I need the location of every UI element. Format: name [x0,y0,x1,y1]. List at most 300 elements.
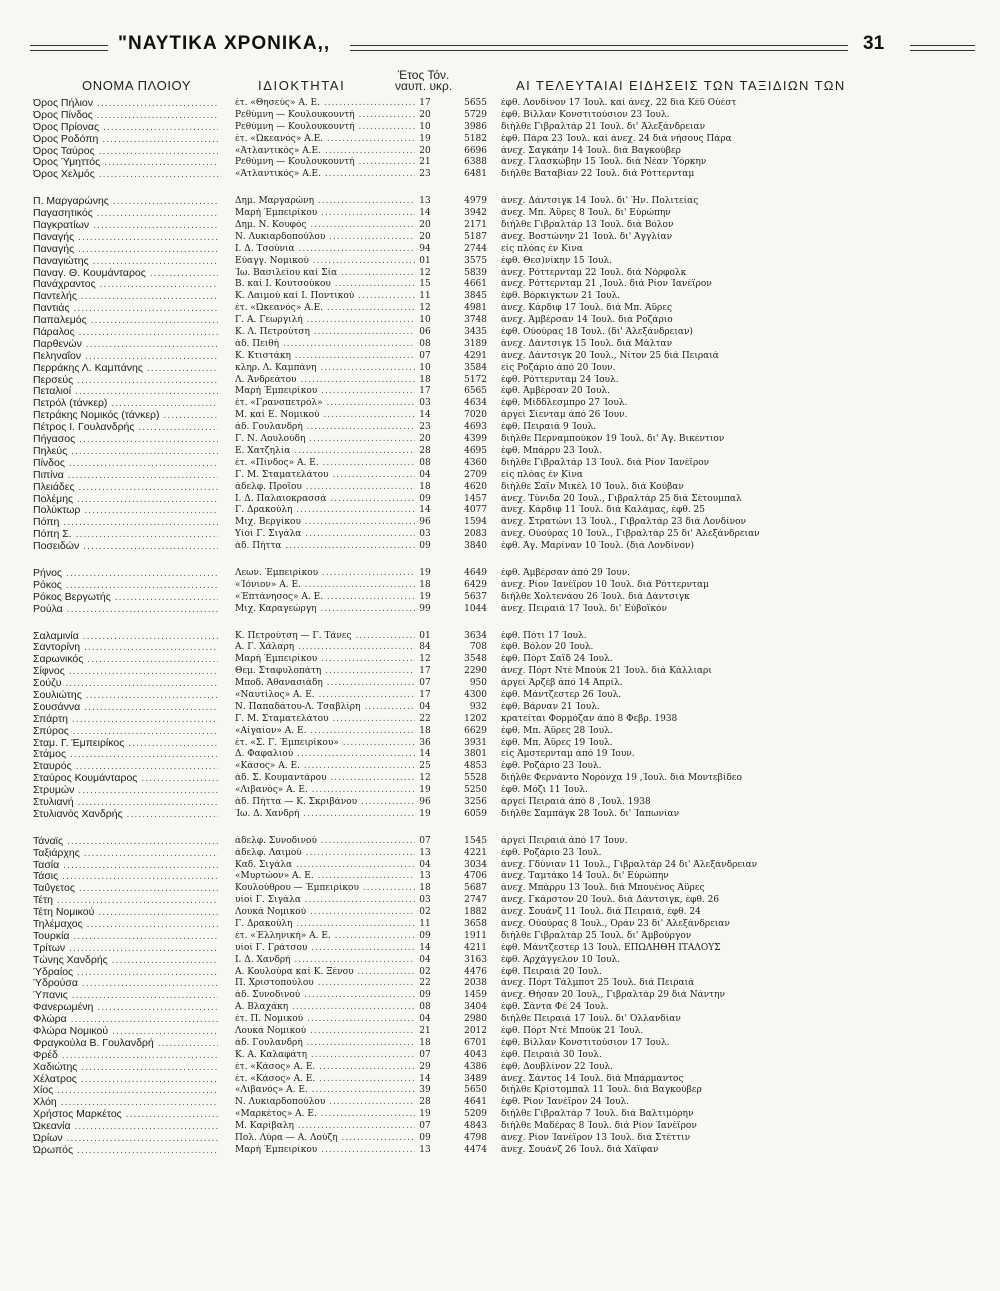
build-year: 96 [419,517,431,528]
ship-name: Φρέδ ..... [33,1050,218,1062]
table-row [33,738,978,750]
table-row [33,1038,978,1050]
tonnage: 5182 [464,133,487,144]
latest-news: άνεχ. Ούούρας 10 Ίουλ., Γιβραλτάρ 25 δι' Άλεξάνδρειαν [501,529,760,540]
ship-name: Παναγής ..... [33,232,218,244]
tonnage: 3548 [464,654,487,665]
journal-title: "ΝΑΥΤΙΚΑ ΧΡΟΝΙΚΑ,, [118,33,331,54]
table-row [33,654,978,666]
owner: Ρεθύμνη — Κουλουκουντή ..... [235,122,415,134]
owner: άδ. Σ. Κουμαντάρου ..... [235,773,415,785]
tonnage: 6481 [464,169,487,180]
tonnage: 7020 [464,410,487,421]
ship-name: Χαδιώτης ..... [33,1062,218,1074]
owner: άδ. Γουλανδρή ..... [235,1038,415,1050]
tonnage: 4853 [464,761,487,772]
ship-name: Χλόη ..... [33,1097,218,1109]
latest-news: άνεχ. Ρίον Ίανέϊρον 13 Ίουλ. διά Στέττιν [501,1133,691,1144]
build-year: 36 [419,737,431,748]
tonnage: 4291 [464,350,487,361]
latest-news: άνεχ. Μπ. Άϋρες 8 Ίουλ. δι' Εύρώπην [501,208,671,219]
tonnage: 2038 [464,978,487,989]
tonnage: 4634 [464,398,487,409]
owner: Μ. Καρίβαλη ..... [235,1121,415,1133]
owner: Δ. Φαφαλιού ..... [235,749,415,761]
owner: Λουκά Νομικού ..... [235,1026,415,1038]
ship-name: Ύδραίος ..... [33,967,218,979]
ship-name: Ρόκος Βεργωτής ..... [33,592,218,604]
build-year: 94 [419,243,431,254]
build-year: 19 [419,567,431,578]
ship-name: Σπάρτη ..... [33,714,218,726]
latest-news: άνεχ. Θήσαν 20 Ίουλ,, Γιβραλτάρ 29 διά Νάντην [501,990,725,1001]
latest-news: έφθ. Πάρα 23 Ίουλ. καί άνεχ. 24 διά νήσους Πάρα [501,133,732,144]
table-row [33,169,978,181]
owner: Ν. Παπαδάτου-Λ. Τσαβλίρη ..... [235,702,415,714]
ship-name: Φραγκούλα Β. Γουλανδρή ..... [33,1038,218,1050]
build-year: 19 [419,1109,431,1120]
latest-news: διήλθε Σαϊν Μικέλ 10 Ίουλ. διά Κούβαν [501,481,684,492]
ship-name: Περράκης Λ. Καμπάνης ..... [33,363,218,375]
table-row [33,690,978,702]
ship-name: Πεταλιοί ..... [33,386,218,398]
build-year: 20 [419,109,431,120]
ship-name: Όρος Πήλιον ..... [33,98,218,110]
table-row [33,422,978,434]
latest-news: διήλθε Γιβραλτάρ 13 Ίουλ. διά Βόλον [501,220,674,231]
owner: Β. καί Ι. Κουτσούκου ..... [235,279,415,291]
owner: Κ. Κτιστάκη ..... [235,351,415,363]
table-row [33,386,978,398]
latest-news: άνεχ. Τύνιδα 20 Ίουλ., Γιβραλτάρ 25 διά Σέτουμπαλ [501,493,742,504]
table-row [33,146,978,158]
latest-news: έφθ. Μάντζεστερ 13 Ίουλ. ΕΠΩΛΗΘΗ ΙΤΑΛΟΥΣ [501,942,721,953]
build-year: 18 [419,883,431,894]
ship-name: Παρθενών ..... [33,339,218,351]
latest-news: έφθ. Ούούρας 18 Ίουλ. (δι' Άλεξάνδρειαν) [501,327,693,338]
ship-name: Σούζυ ..... [33,678,218,690]
ship-group [33,568,978,616]
ship-name: Τουρκία ..... [33,931,218,943]
owner: «Λιβανός» Α. Ε. ..... [235,785,415,797]
table-row [33,458,978,470]
build-year: 14 [419,505,431,516]
owner: Ίω. Βασιλείου καί Σία ..... [235,268,415,280]
latest-news: έφθ. Μίδδλεσμπρο 27 Ίουλ. [501,398,628,409]
owner: Κ. Πετρούτση — Γ. Τάνες ..... [235,631,415,643]
build-year: 06 [419,327,431,338]
build-year: 13 [419,871,431,882]
table-row [33,410,978,422]
ship-name: Σαλαμινία ..... [33,631,218,643]
build-year: 19 [419,133,431,144]
tonnage: 4043 [464,1049,487,1060]
tonnage: 6388 [464,157,487,168]
build-year: 12 [419,773,431,784]
ship-name: Ποσειδών ..... [33,541,218,553]
table-row [33,220,978,232]
ship-name: Στάμος ..... [33,749,218,761]
ship-name: Τηλέμαχος ..... [33,919,218,931]
ship-name: Πολύκτωρ ..... [33,505,218,517]
latest-news: έφθ. Μπ. Άϋρες 19 Ίουλ. [501,737,613,748]
table-row [33,580,978,592]
tonnage: 4798 [464,1133,487,1144]
owner: Α. Γ. Χάλαρη ..... [235,642,415,654]
ship-name: Ρούλα ..... [33,604,218,616]
column-header-news: ΑΙ ΤΕΛΕΥΤΑΙΑΙ ΕΙΔΗΣΕΙΣ ΤΩΝ ΤΑΞΙΔΙΩΝ ΤΩΝ [516,78,846,93]
latest-news: άργεί Άρζέβ άπό 14 Άπρίλ. [501,678,623,689]
ship-name: Σαντορίνη ..... [33,642,218,654]
table-row [33,375,978,387]
ship-name: Πετράκης Νομικός (τάνκερ) ..... [33,410,218,422]
build-year: 18 [419,725,431,736]
tonnage: 4843 [464,1121,487,1132]
latest-news: άργεί Πειραιά άπό 8 ,Ίουλ. 1938 [501,796,651,807]
tonnage: 3435 [464,327,487,338]
table-row [33,714,978,726]
owner: Λεων. Έμπειρίκου ..... [235,568,415,580]
latest-news: άνεχ. Βοστώνην 21 Ίουλ. δι' Άγγλίαν [501,231,673,242]
latest-news: είς Ροζάριο άπό 20 Ίουν. [501,362,616,373]
owner: έτ. «Ώκεανός» Α.Ε. ..... [235,303,415,315]
ship-name: Όρος Ροδόπη ..... [33,134,218,146]
tonnage: 5528 [464,773,487,784]
tonnage: 2709 [464,469,487,480]
ship-name: Όρος Ταύρος ..... [33,146,218,158]
table-row [33,196,978,208]
build-year: 11 [419,919,431,929]
owner: υίοί Γ. Γράτσου ..... [235,943,415,955]
latest-news: είς πλόας έν Κίνα [501,469,583,480]
latest-news: διήλθε Βαταβίαν 22 Ίουλ. διά Ρόττερνταμ [501,169,695,180]
table-row [33,303,978,315]
table-row [33,363,978,375]
latest-news: έφθ. Άρχάγγελον 10 Ίουλ. [501,954,621,965]
build-year: 03 [419,895,431,906]
build-year: 20 [419,220,431,231]
owner: Λ. Άνδρεάτου ..... [235,375,415,387]
table-row [33,883,978,895]
build-year: 18 [419,1037,431,1048]
owner: «Αίγαίον» Α. Ε. ..... [235,726,415,738]
latest-news: έφθ. Μπάρρυ 23 Ίουλ. [501,445,603,456]
owner: Ε. Χατζηλία ..... [235,446,415,458]
column-header-year-tons [395,70,452,92]
tonnage: 2083 [464,529,487,540]
latest-news: έφθ. Ρίον Ίανέϊρον 24 Ίουλ. [501,1097,630,1108]
tonnage: 3489 [464,1073,487,1084]
ship-name: Πετρόλ (τάνκερ) ..... [33,398,218,410]
ship-name: Τέτη Νομικού ..... [33,907,218,919]
ship-name: Τασία ..... [33,860,218,872]
table-row [33,505,978,517]
table-row [33,110,978,122]
tonnage: 1545 [464,835,487,846]
table-row [33,1121,978,1133]
ship-name: Παγκρατίων ..... [33,220,218,232]
tonnage: 932 [469,701,487,712]
tonnage: 1882 [464,907,487,918]
owner: Ι. Δ. Τσούνια ..... [235,244,415,256]
latest-news: άνεχ. Άμβέρσαν 14 Ίουλ. διά Ροζάριο [501,315,673,326]
owner: Δημ. Μαργαρώνη ..... [235,196,415,208]
ship-name: Παναγής ..... [33,244,218,256]
build-year: 18 [419,374,431,385]
latest-news: έφθ. Θεσ)νίκην 15 Ίουλ. [501,255,612,266]
ship-name: Παγασητικός ..... [33,208,218,220]
tonnage: 5250 [464,785,487,796]
owner: Λουκά Νομικού ..... [235,907,415,919]
table-row [33,1074,978,1086]
ship-name: Ταΰγετος ..... [33,883,218,895]
table-row [33,592,978,604]
owner: Ίω. Δ. Χανδρή ..... [235,809,415,821]
latest-news: έφθ. Βίλλαν Κονστιτούσιον 17 Ίουλ. [501,1037,670,1048]
latest-news: διήλθε Περναμπούκον 19 Ίουλ. δι' Άγ. Βικέντιον [501,434,725,445]
build-year: 07 [419,1049,431,1060]
ship-name: Φλώρα Νομικού ..... [33,1026,218,1038]
build-year: 12 [419,267,431,278]
build-year: 25 [419,761,431,772]
owner: Κ. Λαιμού καί Ι. Ποντικού ..... [235,291,415,303]
latest-news: άργεί Πειραιά άπό 17 Ίουν. [501,835,628,846]
ship-name: Ύδρούσα ..... [33,978,218,990]
latest-news: διήλθε Πειραιά 17 Ίουλ. δι' Όλλανδίαν [501,1014,681,1025]
latest-news: άνεχ. Γδύνιαν 11 Ίουλ., Γιβραλτάρ 24 δι' Άλεξάνδρειαν [501,859,758,870]
owner: Κ. Α. Καλαφάτη ..... [235,1050,415,1062]
ship-name: Πιπίνα ..... [33,470,218,482]
table-row [33,98,978,110]
owner: Ν. Λυκιαρδοπούλου ..... [235,232,415,244]
tonnage: 1911 [464,930,487,941]
tonnage: 4706 [464,871,487,882]
owner: κληρ. Λ. Καμπάνη ..... [235,363,415,375]
table-row [33,1050,978,1062]
ship-name: Παναγ. Θ. Κουμάνταρος ..... [33,268,218,280]
tonnage: 4695 [464,445,487,456]
build-year: 14 [419,942,431,953]
ship-group [33,98,978,181]
table-row [33,1014,978,1026]
table-row [33,157,978,169]
build-year: 12 [419,303,431,314]
owner: Υίοί Γ. Σιγάλα ..... [235,529,415,541]
latest-news: άνεχ. Δάντσιγκ 15 Ίουλ. διά Μάλταν [501,338,673,349]
table-row [33,761,978,773]
latest-news: διήλθε Κρίστομπαλ 11 Ίουλ. διά Βαγκούβερ [501,1085,702,1096]
build-year: 96 [419,796,431,807]
table-row [33,434,978,446]
latest-news: άνεχ. Κάρδιφ 17 Ίουλ. διά Μπ. Άϋρες [501,303,672,314]
owner: Ι. Δ. Παλαιοκρασσά ..... [235,494,415,506]
owner: «Κάσος» Α. Ε. ..... [235,761,415,773]
ship-name: Πεληναΐον ..... [33,351,218,363]
table-row [33,1133,978,1145]
owner: Μαρή Έμπειρίκου ..... [235,208,415,220]
owner: έτ. «Ώκεανός» Α.Ε. ..... [235,134,415,146]
build-year: 84 [419,642,431,653]
latest-news: άνεχ. Ρόττερνταμ 22 Ίουλ. διά Νόρφολκ [501,267,687,278]
table-row [33,1026,978,1038]
latest-news: έφθ. Μάντζεστερ 26 Ίουλ. [501,689,622,700]
table-row [33,990,978,1002]
latest-news: έφθ. Μπ. Άϋρες 28 Ίουλ. [501,725,613,736]
ship-name: Σπύρος ..... [33,726,218,738]
table-row [33,785,978,797]
latest-news: έφθ. Πειραιά 30 Ίουλ. [501,1049,602,1060]
latest-news: έφθ. Άμβέρσαν άπό 29 Ίουν. [501,567,631,578]
owner: «Έπτάνησος» Α. Ε. ..... [235,592,415,604]
table-row [33,134,978,146]
owner: Γ. Α. Γεωργιλή ..... [235,315,415,327]
header-rule-left [30,45,108,51]
table-row [33,482,978,494]
owner: άδ. Πήττα ..... [235,541,415,553]
owner: Ρεθύμνη — Κουλουκουντή ..... [235,157,415,169]
tonnage: 708 [469,642,487,653]
page-header [30,30,975,62]
build-year: 23 [419,422,431,433]
build-year: 04 [419,701,431,712]
build-year: 22 [419,978,431,989]
ship-name: Π. Μαργαρώνης ..... [33,196,218,208]
owner: Π. Χριστοπούλου ..... [235,978,415,990]
table-row [33,529,978,541]
ship-name: Όρος Χελμός ..... [33,169,218,181]
owner: «Μυρτώον» Α. Ε. ..... [235,871,415,883]
build-year: 20 [419,434,431,445]
ship-name: Πήγασος ..... [33,434,218,446]
build-year: 15 [419,279,431,290]
ship-name: Ύπανις ..... [33,990,218,1002]
column-header-year-line2: ναυπ. υκρ. [395,79,453,93]
table-row [33,279,978,291]
table-row [33,836,978,848]
owner: έτ. «Κάσος» Α. Ε. ..... [235,1062,415,1074]
build-year: 10 [419,362,431,373]
build-year: 09 [419,930,431,941]
build-year: 28 [419,1097,431,1108]
table-row [33,1085,978,1097]
tonnage: 3748 [464,315,487,326]
latest-news: άνεχ. Ταμτάκο 14 Ίουλ. δι' Εύρώπην [501,871,669,882]
build-year: 09 [419,1133,431,1144]
ship-name: Πέτρος Ι. Γουλανδρής ..... [33,422,218,434]
ship-name: Ώκεανία ..... [33,1121,218,1133]
build-year: 17 [419,386,431,397]
build-year: 03 [419,398,431,409]
ship-name: Πανάχραντος ..... [33,279,218,291]
tonnage: 3634 [464,630,487,641]
build-year: 17 [419,666,431,677]
tonnage: 5209 [464,1109,487,1120]
table-row [33,494,978,506]
build-year: 18 [419,579,431,590]
latest-news: έφθ. Μόζι 11 Ίουλ. [501,785,588,796]
owner: υίοί Γ. Σιγάλα ..... [235,895,415,907]
owner: Γ. Μ. Σταματελάτου ..... [235,470,415,482]
owner: άδελφ. Προΐου ..... [235,482,415,494]
build-year: 21 [419,157,431,168]
table-row [33,931,978,943]
tonnage: 5729 [464,109,487,120]
ship-name: Φλώρα ..... [33,1014,218,1026]
latest-news: έφθ. Πότι 17 Ίουλ. [501,630,587,641]
column-header-year-line1: Έτος Τόν. [397,68,450,82]
ship-name: Πλειάδες ..... [33,482,218,494]
tonnage: 4386 [464,1061,487,1072]
ship-name: Παντελής ..... [33,291,218,303]
owner: Κουλούθρου — Έμπειρίκου ..... [235,883,415,895]
tonnage: 3034 [464,859,487,870]
owner: άδελφ. Λαιμού ..... [235,848,415,860]
owner: άδ. Γουλανδρή ..... [235,422,415,434]
table-row [33,470,978,482]
ship-group [33,836,978,1157]
tonnage: 4077 [464,505,487,516]
latest-news: άνεχ. Σαγκάην 14 Ίουλ. διά Βαγκούβερ [501,145,681,156]
ship-name: Πίνδος ..... [33,458,218,470]
ship-name: Σουσάννα ..... [33,702,218,714]
latest-news: άνεχ. Δάντσιγκ 20 Ίουλ., Νίτον 25 διά Πειραιά [501,350,719,361]
ship-name: Σταύρος Κουμάνταρος ..... [33,773,218,785]
latest-news: άνεχ. Δάντσιγκ 14 Ίουλ. δι' Ήν. Πολιτείας [501,196,699,207]
ship-group [33,196,978,553]
ship-name: Σουλιώτης ..... [33,690,218,702]
table-row [33,1145,978,1157]
header-rule-right [910,45,975,51]
latest-news: διήλθε Σαμπάγκ 28 Ίουλ. δι' Ίαπωνίαν [501,808,680,819]
ship-name: Ώρωπός ..... [33,1145,218,1157]
table-row [33,1002,978,1014]
tonnage: 4474 [464,1144,487,1155]
build-year: 03 [419,529,431,540]
build-year: 13 [419,847,431,858]
ship-table [33,98,978,1172]
latest-news: άνεχ. Ούούρας 8 Ίουλ., Όράν 23 δι' Άλεξάνδρειαν [501,919,730,929]
ship-name: Ρόκος ..... [33,580,218,592]
owner: έτ. Π. Νομικού ..... [235,1014,415,1026]
build-year: 13 [419,1144,431,1155]
latest-news: άνεχ. Ρόττερνταμ 21 ,Ίουλ. διά Ρίον Ίανέϊρον [501,279,712,290]
table-row [33,291,978,303]
table-row [33,919,978,931]
ship-name: Περσεύς ..... [33,375,218,387]
build-year: 10 [419,121,431,132]
table-row [33,122,978,134]
tonnage: 6565 [464,386,487,397]
latest-news: έφθ. Λονδίνον 17 Ίουλ. καί άνεχ. 22 διά Κέϋ Ούέστ [501,98,737,108]
tonnage: 3801 [464,749,487,760]
tonnage: 1459 [464,990,487,1001]
table-row [33,726,978,738]
latest-news: έφθ. Πόρτ Σαΐδ 24 Ίουλ. [501,654,613,665]
table-row [33,541,978,553]
tonnage: 1044 [464,603,487,614]
tonnage: 2290 [464,666,487,677]
owner: Ρεθύμνη — Κουλουκουντή ..... [235,110,415,122]
table-row [33,809,978,821]
owner: «Ναυτίλος» Α. Ε. ..... [235,690,415,702]
ship-name: Στρυμών ..... [33,785,218,797]
latest-news: άνεχ. Στρατώνι 13 Ίουλ., Γιβραλτάρ 23 διά Λονδίνον [501,517,746,528]
build-year: 11 [419,291,431,302]
build-year: 29 [419,1061,431,1072]
build-year: 19 [419,808,431,819]
latest-news: έφθ. Πειραιά 20 Ίουλ. [501,966,602,977]
owner: Θεμ. Σταφυλοπάτη ..... [235,666,415,678]
